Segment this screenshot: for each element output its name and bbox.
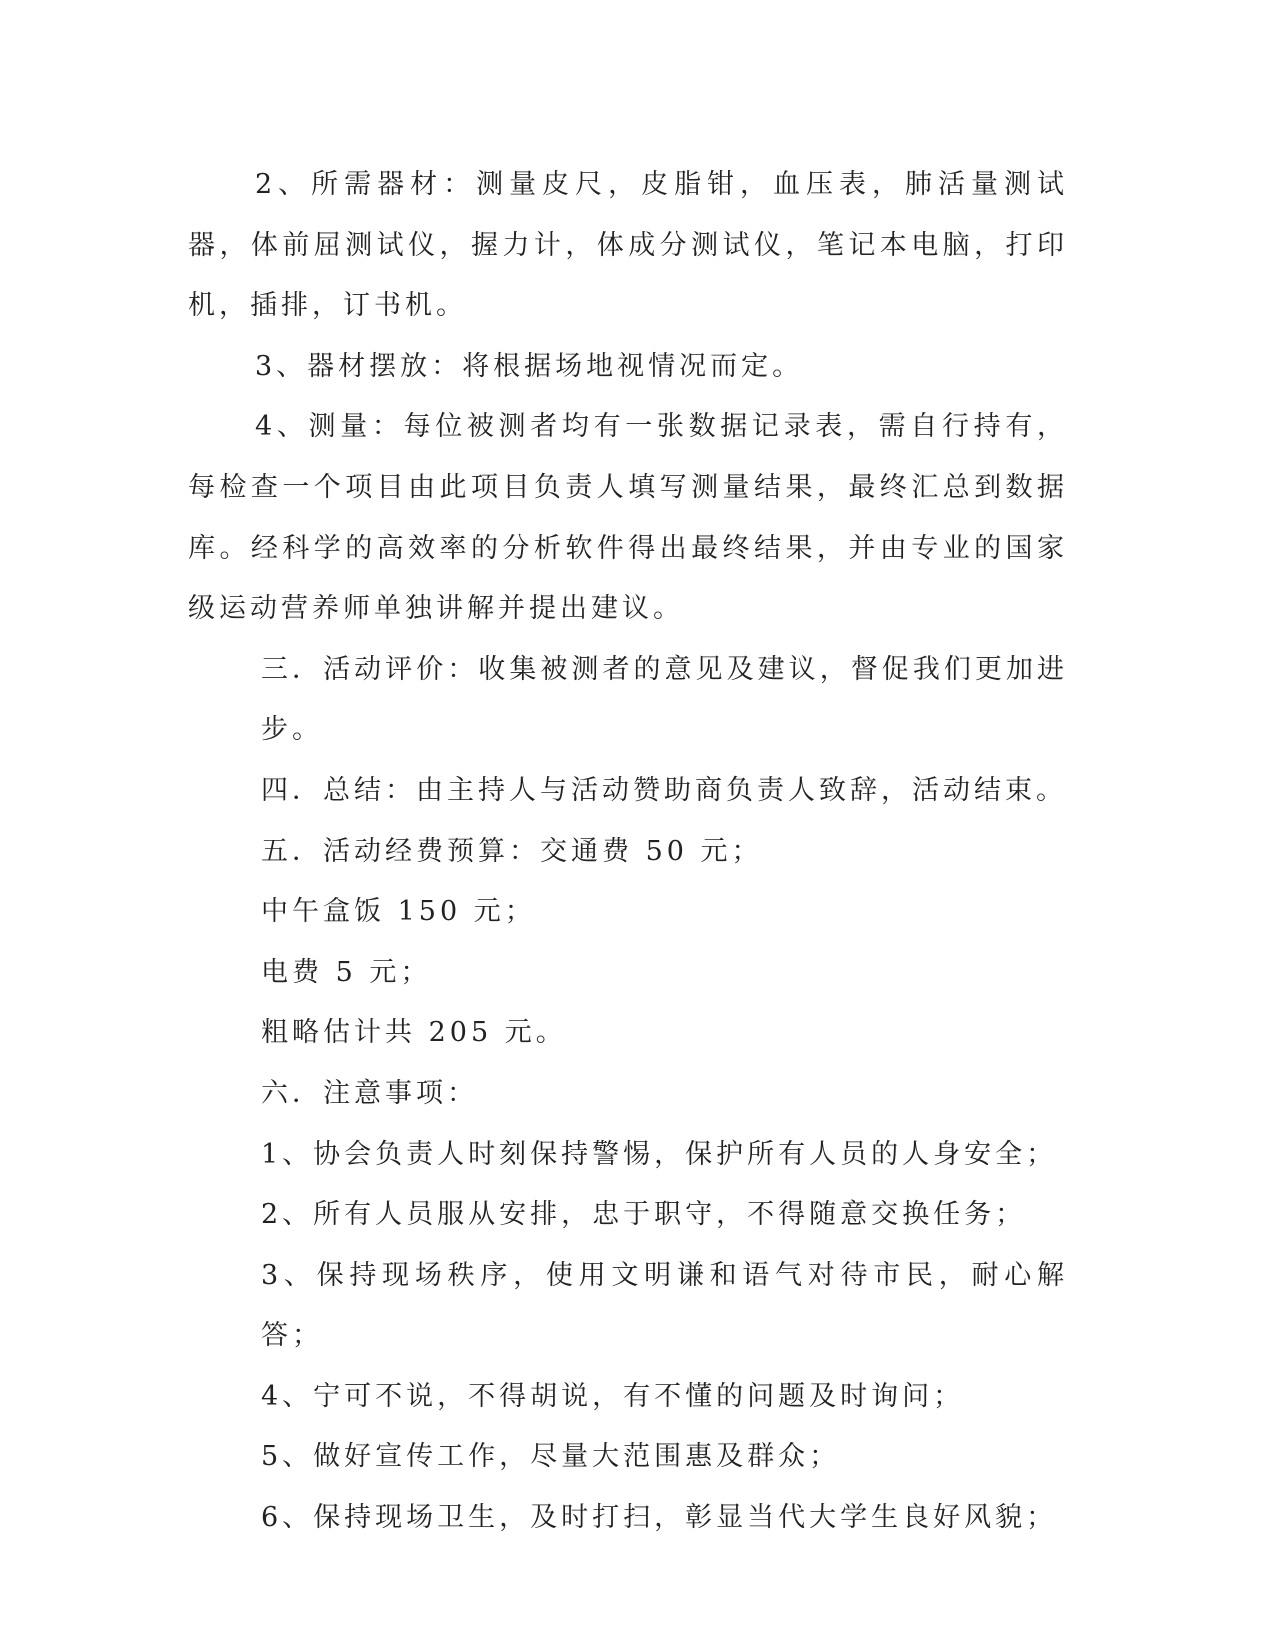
evaluation-heading: 三．活动评价：收集被测者的意见及建议，督促我们更加进步。 [261,653,1068,746]
note-item-2: 2、所有人员服从安排，忠于职守，不得随意交换任务； [261,1199,1027,1231]
equipment-list-paragraph: 2、所需器材：测量皮尺，皮脂钳，血压表，肺活量测试器，体前屈测试仪，握力计，体成分测试仪，笔记本电脑，打印机，插排，订书机。 [188,169,1068,322]
budget-item-lunch: 中午盒饭 150 元； [261,896,536,928]
equipment-placement-paragraph: 3、器材摆放：将根据场地视情况而定。 [255,350,804,382]
document-body [188,155,1068,1549]
budget-item-electricity: 电费 5 元； [261,956,432,988]
note-item-5: 5、做好宣传工作，尽量大范围惠及群众； [261,1441,841,1473]
summary-heading: 四．总结：由主持人与活动赞助商负责人致辞，活动结束。 [261,774,1067,806]
note-item-3: 3、保持现场秩序，使用文明谦和语气对待市民，耐心解答； [261,1259,1068,1352]
budget-heading: 五．活动经费预算：交通费 50 元； [261,835,763,867]
measurement-paragraph: 4、测量：每位被测者均有一张数据记录表，需自行持有，每检查一个项目由此项目负责人填写测量结果，最终汇总到数据库。经科学的高效率的分析软件得出最终结果，并由专业的国家级运动营养师单独讲解并提出建议。 [188,411,1068,625]
note-item-1: 1、协会负责人时刻保持警惕，保护所有人员的人身安全； [261,1138,1058,1170]
note-item-4: 4、宁可不说，不得胡说，有不懂的问题及时询问； [261,1380,965,1412]
note-item-6: 6、保持现场卫生，及时打扫，彰显当代大学生良好风貌； [261,1502,1058,1534]
notes-heading: 六．注意事项： [261,1077,478,1109]
budget-total: 粗略估计共 205 元。 [261,1017,567,1049]
